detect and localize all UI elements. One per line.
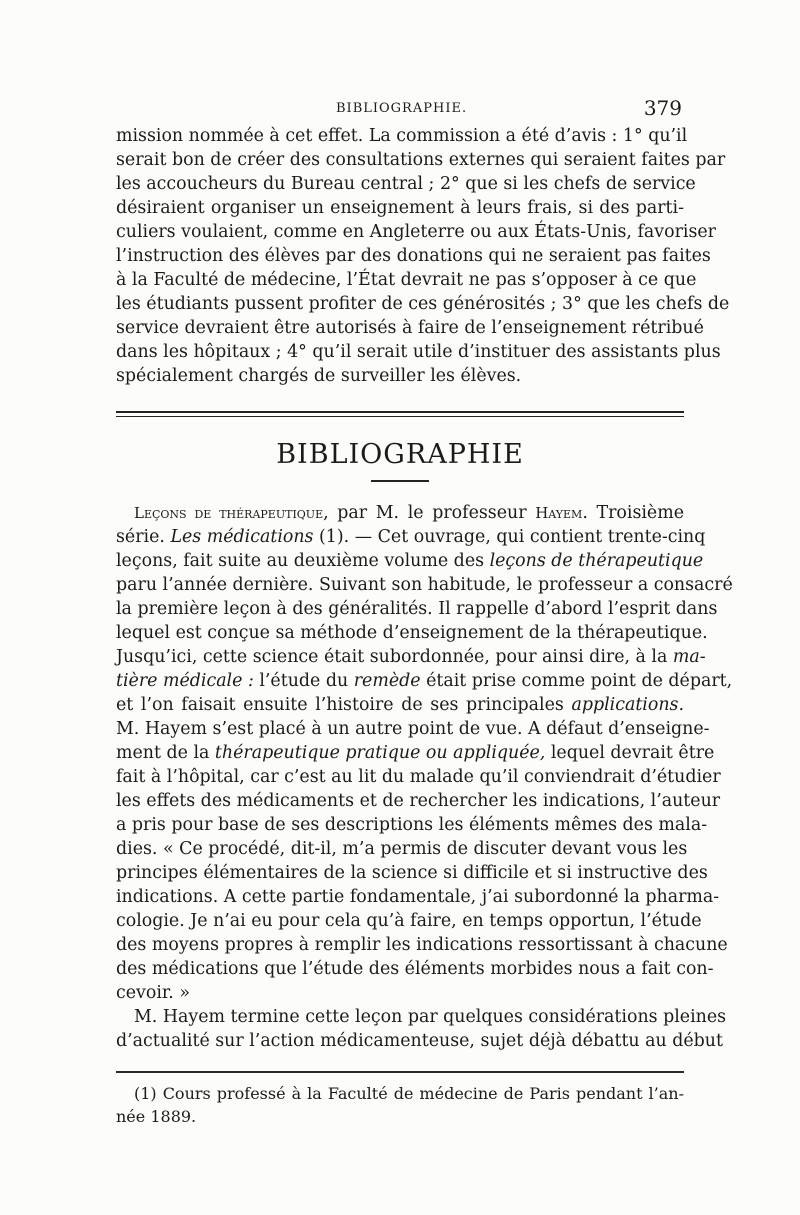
text-line: dies. « Ce procédé, dit-il, m’a permis de discuter devant vous les bbox=[116, 839, 688, 859]
text-span: (1). — Cet ouvrage, qui contient trente-cinq bbox=[313, 527, 706, 547]
text-line: à la Faculté de médecine, l’État devrait ne pas s’opposer à ce que bbox=[116, 270, 697, 290]
text-line: paru l’année dernière. Suivant son habitude, le professeur a consacré bbox=[116, 575, 733, 595]
text-line: l’instruction des élèves par des donations qui ne seraient pas faites bbox=[116, 246, 711, 266]
text-line bbox=[116, 741, 715, 765]
text-line: des médications que l’étude des éléments morbides nous a fait con- bbox=[116, 959, 714, 979]
text-line bbox=[116, 669, 733, 693]
footnote-line: née 1889. bbox=[116, 1107, 197, 1126]
text-line: cevoir. » bbox=[116, 983, 190, 1003]
text-line bbox=[116, 693, 684, 717]
section-divider bbox=[116, 411, 684, 417]
book-page bbox=[116, 94, 733, 1128]
text-line: les étudiants pussent profiter de ces générosités ; 3° que les chefs de bbox=[116, 294, 730, 314]
running-title: BIBLIOGRAPHIE. bbox=[336, 101, 468, 116]
book-title: Leçons de thérapeutique bbox=[134, 504, 324, 522]
text-line: service devraient être autorisés à faire de l’enseignement rétribué bbox=[116, 318, 704, 338]
text-span: et l’on faisait ensuite l’histoire de ses principales bbox=[116, 695, 572, 715]
text-span: était prise comme point de départ, bbox=[420, 671, 733, 691]
italic-span: Les médications bbox=[170, 527, 314, 547]
text-line bbox=[116, 501, 684, 525]
text-line: d’actualité sur l’action médicamenteuse, sujet déjà débattu au début bbox=[116, 1031, 723, 1051]
italic-span: remède bbox=[353, 671, 421, 691]
text-line: les accoucheurs du Bureau central ; 2° que si les chefs de service bbox=[116, 174, 696, 194]
text-line: M. Hayem s’est placé à un autre point de vue. A défaut d’enseigne- bbox=[116, 719, 710, 739]
text-span: l’étude du bbox=[253, 671, 354, 691]
text-line bbox=[116, 645, 706, 669]
italic-span: tière médicale : bbox=[116, 671, 254, 691]
text-line: mission nommée à cet effet. La commission a été d’avis : 1° qu’il bbox=[116, 126, 688, 146]
text-line: indications. A cette partie fondamentale, j’ai subordonné la pharma- bbox=[116, 887, 720, 907]
italic-span: applications. bbox=[571, 695, 684, 715]
text-span: lequel devrait être bbox=[545, 743, 715, 763]
text-line: principes élémentaires de la science si difficile et si instructive des bbox=[116, 863, 708, 883]
text-line bbox=[116, 525, 706, 549]
text-span: ment de la bbox=[116, 743, 215, 763]
footnote-rule bbox=[116, 1071, 684, 1073]
section-title: BIBLIOGRAPHIE bbox=[276, 439, 524, 470]
text-line: a pris pour base de ses descriptions les éléments mêmes des mala- bbox=[116, 815, 708, 835]
text-line: dans les hôpitaux ; 4° qu’il serait utile d’instituer des assistants plus bbox=[116, 342, 721, 362]
text-span: , par M. le professeur bbox=[323, 503, 536, 523]
text-span: leçons, fait suite au deuxième volume des bbox=[116, 551, 490, 571]
text-line: des moyens propres à remplir les indications ressortissant à chacune bbox=[116, 935, 728, 955]
text-line: cologie. Je n’ai eu pour cela qu’à faire, en temps opportun, l’étude bbox=[116, 911, 702, 931]
text-line bbox=[116, 549, 704, 573]
italic-span: thérapeutique pratique ou appliquée, bbox=[214, 743, 546, 763]
review-paragraph bbox=[116, 501, 733, 1053]
footnote bbox=[116, 1082, 684, 1128]
page-number: 379 bbox=[643, 96, 682, 120]
text-line: désiraient organiser un enseignement à leurs frais, si des parti- bbox=[116, 198, 684, 218]
italic-span: ma- bbox=[672, 647, 706, 667]
text-span: Jusqu’ici, cette science était subordonnée, pour ainsi dire, à la bbox=[116, 647, 673, 667]
text-line: lequel est conçue sa méthode d’enseignement de la thérapeutique. bbox=[116, 623, 708, 643]
continuation-paragraph bbox=[116, 124, 730, 388]
title-underline bbox=[371, 480, 429, 482]
text-line: serait bon de créer des consultations externes qui seraient faites par bbox=[116, 150, 726, 170]
italic-span: leçons de thérapeutique bbox=[489, 551, 704, 571]
running-head bbox=[116, 94, 684, 124]
text-line: la première leçon à des généralités. Il rappelle d’abord l’esprit dans bbox=[116, 599, 718, 619]
author-name: Hayem bbox=[535, 504, 583, 522]
text-span: . Troisième bbox=[582, 503, 685, 523]
text-line: culiers voulaient, comme en Angleterre ou aux États-Unis, favoriser bbox=[116, 222, 716, 242]
footnote-line: (1) Cours professé à la Faculté de médecine de Paris pendant l’an- bbox=[134, 1084, 684, 1103]
text-span: série. bbox=[116, 527, 171, 547]
text-line: les effets des médicaments et de rechercher les indications, l’auteur bbox=[116, 791, 721, 811]
text-line: spécialement chargés de surveiller les élèves. bbox=[116, 366, 522, 386]
text-line: fait à l’hôpital, car c’est au lit du malade qu’il conviendrait d’étudier bbox=[116, 767, 721, 787]
text-line: M. Hayem termine cette leçon par quelques considérations pleines bbox=[134, 1007, 727, 1027]
